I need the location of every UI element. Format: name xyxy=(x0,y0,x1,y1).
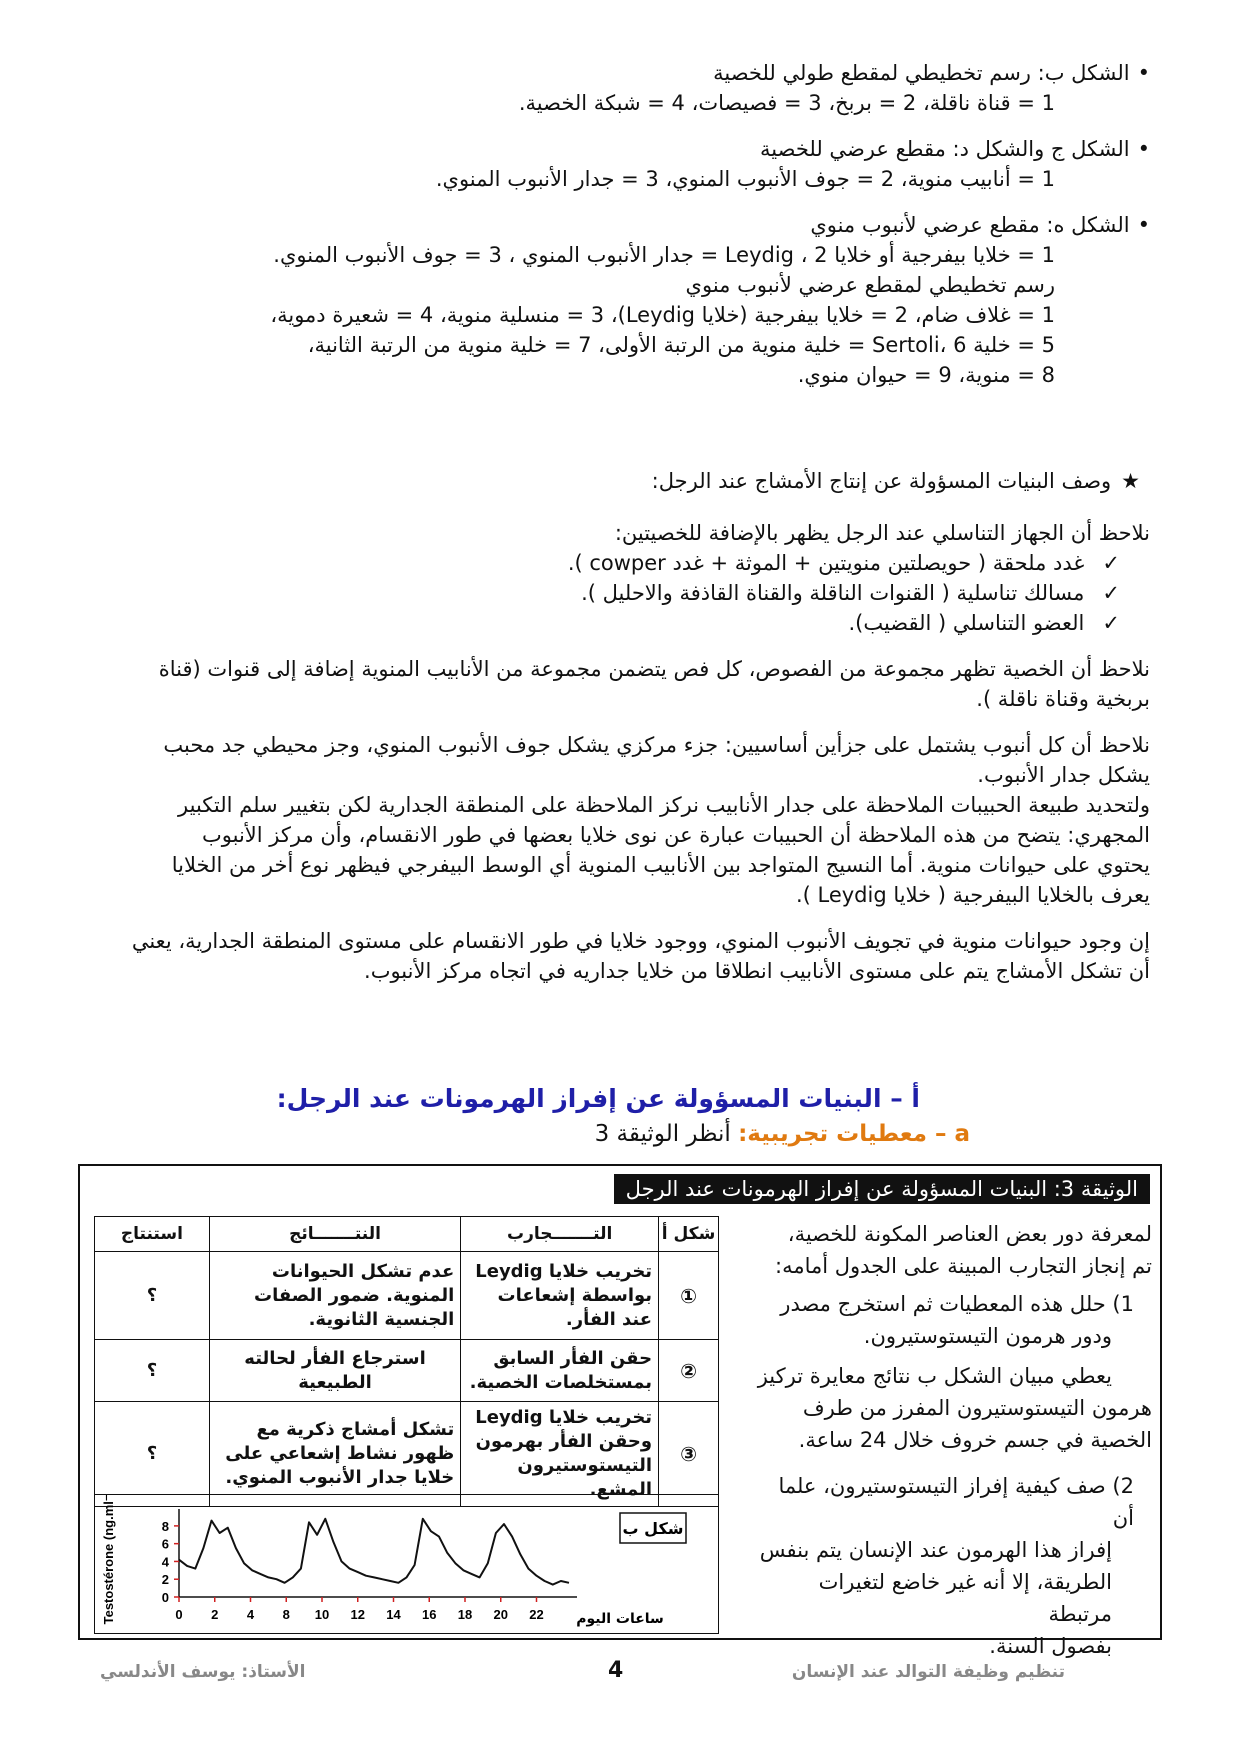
header-fig: شكل أ xyxy=(659,1217,719,1252)
fig-b-title: • الشكل ب: رسم تخطيطي لمقطع طولي للخصية xyxy=(90,58,1150,88)
fig-e-line1: 1 = خلايا بيفرجية أو خلايا Leydig ، 2 = جدار الأنبوب المنوي ، 3 = جوف الأنبوب المنوي. xyxy=(273,243,1055,267)
x-tick-label: 16 xyxy=(422,1607,437,1622)
x-tick-label: 12 xyxy=(350,1607,365,1622)
fig-e-line2: رسم تخطيطي لمقطع عرضي لأنبوب منوي xyxy=(685,273,1055,297)
sub-title xyxy=(595,1121,970,1147)
header-experiments: التـــــــجارب xyxy=(461,1217,659,1252)
p3-line5: يحتوي على حيوانات منوية. أما النسيج المتواجد بين الأنابيب المنوية أي الوسط البيفرجي فيظهر نوع أخر من الخلايا xyxy=(171,853,1150,877)
sub-title-label: a – معطيات تجريبية: xyxy=(738,1121,970,1147)
document-3-box xyxy=(78,1164,1162,1658)
p1-intro: نلاحظ أن الجهاز التناسلي عند الرجل يظهر بالإضافة للخصيتين: xyxy=(614,521,1150,545)
x-tick-label: 20 xyxy=(493,1607,508,1622)
y-tick-label: 8 xyxy=(161,1518,169,1534)
testosterone-chart xyxy=(94,1494,719,1634)
x-tick-label: 10 xyxy=(314,1607,330,1622)
p4-line1: إن وجود حيوانات منوية في تجويف الأنبوب المنوي، ووجود خلايا في طور الانقسام على مستوى المنطقة الجدارية، يعني xyxy=(131,929,1150,953)
p3-line2: يشكل جدار الأنبوب. xyxy=(977,763,1150,787)
header-conclusion: استنتاج xyxy=(95,1217,210,1252)
check-item-2: ✓ مسالك تناسلية ( القنوات الناقلة والقناة القاذفة والاحليل ). xyxy=(90,578,1150,608)
fig-e-title: • الشكل ه: مقطع عرضي لأنبوب منوي xyxy=(90,210,1150,240)
p3-line3: ولتحديد طبيعة الحبيبات الملاحظة على جدار الأنابيب نركز الملاحظة على المنطقة الجدارية لكن بتغيير سلم التكبير xyxy=(178,793,1150,817)
row-conclusion: ؟ xyxy=(95,1252,210,1340)
document-3-text xyxy=(752,1218,1152,1662)
row-conclusion: ؟ xyxy=(95,1402,210,1507)
row-number: ① xyxy=(659,1252,719,1340)
q1-line1: 1) حلل هذه المعطيات ثم استخرج مصدر xyxy=(780,1292,1134,1316)
x-tick-label: 2 xyxy=(211,1607,219,1622)
y-tick-label: 0 xyxy=(161,1590,169,1605)
footer-course-title: تنظيم وظيفة التوالد عند الإنسان xyxy=(791,1662,1065,1682)
q1-line2: ودور هرمون التيستوستيرون. xyxy=(863,1324,1112,1348)
y-tick-label: 6 xyxy=(161,1536,169,1552)
section-title: أ – البنيات المسؤولة عن إفراز الهرمونات عند الرجل: xyxy=(276,1084,920,1113)
q2-line1: 2) صف كيفية إفراز التيستوستيرون، علما أن xyxy=(778,1474,1134,1530)
intro-line1: لمعرفة دور بعض العناصر المكونة للخصية، xyxy=(787,1222,1152,1246)
page-number: 4 xyxy=(608,1658,624,1683)
row-number: ② xyxy=(659,1340,719,1402)
row-result: تشكل أمشاج ذكرية مع ظهور نشاط إشعاعي على خلايا جدار الأنبوب المنوي. xyxy=(209,1402,460,1507)
testosterone-series-line xyxy=(179,1519,569,1585)
sub-title-rest: أنظر الوثيقة 3 xyxy=(594,1121,739,1147)
q2-line2: إفراز هذا الهرمون عند الإنسان يتم بنفس xyxy=(759,1538,1112,1562)
row-experiment: تخريب خلايا Leydig وحقن الفأر بهرمون التيستوستيرون المشع. xyxy=(461,1402,659,1507)
x-tick-label: 8 xyxy=(282,1607,290,1622)
table-row xyxy=(95,1340,719,1402)
q2-line3: الطريقة، إلا أنه غير خاضع لتغيرات مرتبطة xyxy=(818,1570,1112,1626)
info-line3: الخصية في جسم خروف خلال 24 ساعة. xyxy=(798,1428,1152,1452)
q2-line4: بفصول السنة. xyxy=(989,1634,1112,1658)
description-heading: ★ وصف البنيات المسؤولة عن إنتاج الأمشاج عند الرجل: xyxy=(90,466,1150,496)
row-experiment: تخريب خلايا Leydig بواسطة إشعاعات عند الفأر. xyxy=(461,1252,659,1340)
y-axis-label: Testostérone (ng.ml⁻¹) xyxy=(101,1495,116,1625)
document-3-label: الوثيقة 3: البنيات المسؤولة عن إفراز الهرمونات عند الرجل xyxy=(614,1174,1150,1204)
chart-svg xyxy=(95,1495,717,1632)
row-result: استرجاع الفأر لحالته الطبيعية xyxy=(209,1340,460,1402)
footer-teacher: الأستاذ: يوسف الأندلسي xyxy=(100,1662,306,1682)
chart-label: شكل ب xyxy=(622,1519,684,1538)
info-line1: يعطي مبيان الشكل ب نتائج معايرة تركيز xyxy=(757,1364,1112,1388)
row-number: ③ xyxy=(659,1402,719,1507)
table-header-row xyxy=(95,1217,719,1252)
fig-e-line3: 1 = غلاف ضام، 2 = خلايا بيفرجية (خلايا Leydig)، 3 = منسلية منوية، 4 = شعيرة دموية، xyxy=(270,303,1055,327)
p3-line4: المجهري: يتضح من هذه الملاحظة أن الحبيبات عبارة عن نوى خلايا بعضها في طور الانقسام، وأن مركز الأنبوب xyxy=(201,823,1150,847)
fig-cd-title: • الشكل ج والشكل د: مقطع عرضي للخصية xyxy=(90,134,1150,164)
p2-line2: بربخية وقناة ناقلة ). xyxy=(976,687,1150,711)
fig-e-line5: 8 = منوية، 9 = حيوان منوي. xyxy=(797,363,1055,387)
check-item-3: ✓ العضو التناسلي ( القضيب). xyxy=(90,608,1150,638)
p3-line1: نلاحظ أن كل أنبوب يشتمل على جزأين أساسيين: جزء مركزي يشكل جوف الأنبوب المنوي، وجز محيطي جد محبب xyxy=(163,733,1150,757)
table-row xyxy=(95,1402,719,1507)
description xyxy=(90,466,1150,986)
x-tick-label: 0 xyxy=(175,1607,183,1622)
x-tick-label: 22 xyxy=(529,1607,544,1622)
fig-e-line4: 5 = خلية Sertoli، 6 = خلية منوية من الرتبة الأولى، 7 = خلية منوية من الرتبة الثانية، xyxy=(307,333,1055,357)
fig-cd-items: 1 = أنابيب منوية، 2 = جوف الأنبوب المنوي، 3 = جدار الأنبوب المنوي. xyxy=(435,167,1055,191)
x-tick-label: 18 xyxy=(457,1607,473,1622)
y-tick-label: 4 xyxy=(161,1554,169,1570)
chart-label-group xyxy=(620,1513,686,1543)
p3-line6: يعرف بالخلايا البيفرجية ( خلايا Leydig ). xyxy=(795,883,1150,907)
p2-line1: نلاحظ أن الخصية تظهر مجموعة من الفصوص، كل فص يتضمن مجموعة من الأنابيب المنوية إضافة إلى قنوات (قناة xyxy=(158,657,1150,681)
info-line2: هرمون التيستوستيرون المفرز من طرف xyxy=(802,1396,1152,1420)
row-experiment: حقن الفأر السابق بمستخلصات الخصية. xyxy=(461,1340,659,1402)
p4-line2: أن تشكل الأمشاج يتم على مستوى الأنابيب انطلاقا من خلايا جداريه في اتجاه مركز الأنبوب. xyxy=(364,959,1150,983)
experiments-table xyxy=(94,1216,719,1507)
intro-line2: تم إنجاز التجارب المبينة على الجدول أمامه: xyxy=(775,1254,1152,1278)
row-result: عدم تشكل الحيوانات المنوية. ضمور الصفات الجنسية الثانوية. xyxy=(209,1252,460,1340)
x-tick-label: 4 xyxy=(246,1607,255,1622)
table-row xyxy=(95,1252,719,1340)
fig-b-items: 1 = قناة ناقلة، 2 = بربخ، 3 = فصيصات، 4 = شبكة الخصية. xyxy=(518,91,1055,115)
x-tick-label: 14 xyxy=(386,1607,401,1622)
x-axis-label: ساعات اليوم xyxy=(576,1611,664,1627)
y-tick-label: 2 xyxy=(161,1572,169,1588)
row-conclusion: ؟ xyxy=(95,1340,210,1402)
figure-legends xyxy=(90,58,1150,390)
header-results: النتـــــــائج xyxy=(209,1217,460,1252)
check-item-1: ✓ غدد ملحقة ( حويصلتين منويتين + الموثة + غدد cowper ). xyxy=(90,548,1150,578)
